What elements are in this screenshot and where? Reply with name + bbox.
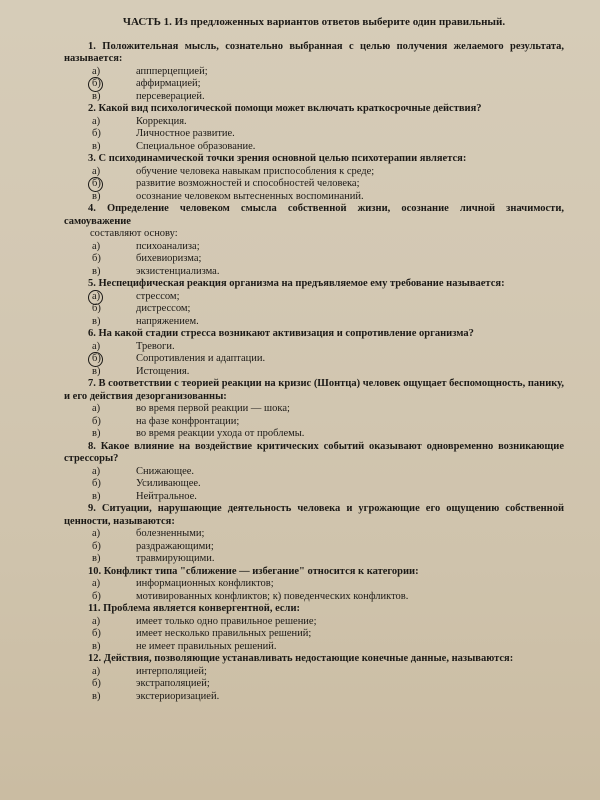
- option-text: аффирмацией;: [136, 78, 201, 89]
- answer-option: [64, 66, 564, 79]
- question-block: [64, 603, 564, 653]
- question-block: [64, 153, 564, 203]
- answer-option: [64, 128, 564, 141]
- question-text: 4. Определение человеком смысла собственной жизни, осознание личной значимости, самоуважение: [64, 203, 564, 227]
- option-text: мотивированных конфликтов; к) поведенческих конфликтов.: [136, 590, 409, 602]
- document-content: [64, 16, 564, 703]
- option-text: аппперцепцией;: [136, 65, 208, 77]
- option-letter-circled: б): [92, 78, 110, 91]
- question-text: 7. В соответствии с теорией реакции на кризис (Шонтца) человек ощущает беспомощность, панику, и его действия дезорганизованны:: [64, 378, 564, 402]
- option-text: имеет только одно правильное решение;: [136, 615, 317, 627]
- option-letter: б): [92, 415, 101, 427]
- part-heading: ЧАСТЬ 1. Из предложенных вариантов ответов выберите один правильный.: [122, 16, 506, 28]
- answer-option: [64, 116, 564, 129]
- question-block: [64, 503, 564, 566]
- option-letter: а): [92, 115, 101, 127]
- answer-option: [64, 628, 564, 641]
- option-text: развитие возможностей и способностей человека;: [136, 178, 360, 189]
- option-text: Специальное образование.: [136, 140, 256, 152]
- option-text: Тревоги.: [136, 340, 175, 352]
- option-text: информационных конфликтов;: [136, 578, 274, 589]
- option-text: Сопротивления и адаптации.: [136, 353, 266, 364]
- answer-option: [64, 178, 564, 191]
- option-letter: б): [92, 303, 101, 314]
- question-continuation: составляют основу:: [90, 228, 178, 239]
- question-text: 10. Конфликт типа "сближение — избегание" относится к категории:: [88, 565, 419, 577]
- option-letter: в): [92, 140, 101, 152]
- answer-option: [64, 403, 564, 416]
- option-letter: б): [92, 628, 101, 639]
- option-letter: в): [92, 90, 101, 102]
- question-text: 11. Проблема является конвергентной, если:: [88, 603, 300, 614]
- option-text: травмирующими.: [136, 553, 215, 564]
- option-text: стрессом;: [136, 290, 180, 302]
- option-letter: б): [92, 678, 101, 689]
- option-letter: в): [92, 490, 101, 502]
- option-text: дистрессом;: [136, 303, 191, 314]
- answer-option: [64, 666, 564, 679]
- answer-option: [64, 678, 564, 691]
- question-block: [64, 203, 564, 278]
- answer-option: [64, 641, 564, 654]
- answer-option: [64, 78, 564, 91]
- answer-option: [64, 616, 564, 629]
- answer-option: [64, 141, 564, 154]
- option-letter: б): [92, 590, 101, 602]
- answer-option: [64, 241, 564, 254]
- option-text: Личностное развитие.: [136, 128, 235, 139]
- question-text: 6. На какой стадии стресса возникают активизация и сопротивление организма?: [88, 328, 474, 339]
- answer-option: [64, 553, 564, 566]
- question-text: 1. Положительная мысль, сознательно выбранная с целью получения желаемого результата, называется:: [64, 40, 564, 64]
- option-text: напряжением.: [136, 315, 199, 327]
- option-letter: а): [92, 65, 101, 77]
- option-letter: а): [92, 578, 101, 589]
- answer-option: [64, 91, 564, 104]
- option-text: на фазе конфронтации;: [136, 415, 240, 427]
- answer-option: [64, 253, 564, 266]
- answer-option: [64, 353, 564, 366]
- option-letter: в): [92, 690, 101, 702]
- question-block: [64, 278, 564, 328]
- question-text: 9. Ситуации, нарушающие деятельность человека и угрожающие его ощущению собственной ценности, называются:: [64, 503, 564, 527]
- option-letter: в): [92, 190, 101, 202]
- answer-option: [64, 366, 564, 379]
- option-letter: в): [92, 428, 101, 439]
- option-text: во время первой реакции — шока;: [136, 403, 290, 414]
- question-block: [64, 566, 564, 604]
- option-letter: а): [92, 165, 101, 177]
- question-text: 3. С психодинамической точки зрения основной целью психотерапии является:: [88, 153, 467, 164]
- answer-option: [64, 316, 564, 329]
- question-block: [64, 328, 564, 378]
- answer-option: [64, 416, 564, 429]
- question-block: [64, 378, 564, 441]
- answer-option: [64, 478, 564, 491]
- option-letter-circled: а): [92, 291, 110, 304]
- answer-option: [64, 691, 564, 704]
- answer-option: [64, 428, 564, 441]
- answer-option: [64, 341, 564, 354]
- question-text: 2. Какой вид психологической помощи может включать краткосрочные действия?: [88, 103, 482, 114]
- option-letter: а): [92, 403, 101, 414]
- answer-option: [64, 191, 564, 204]
- answer-option: [64, 166, 564, 179]
- answer-option: [64, 491, 564, 504]
- question-text: 8. Какое влияние на воздействие критических событий оказывают одновременно возникающие стрессоры?: [64, 440, 564, 464]
- option-letter: а): [92, 665, 101, 677]
- answer-option: [64, 541, 564, 554]
- answer-option: [64, 528, 564, 541]
- option-letter: б): [92, 478, 101, 489]
- answer-option: [64, 291, 564, 304]
- option-text: обучение человека навыкам приспособления к среде;: [136, 165, 375, 177]
- option-letter: а): [92, 340, 101, 352]
- option-letter: в): [92, 315, 101, 327]
- option-text: Истощения.: [136, 365, 190, 377]
- question-block: [64, 653, 564, 703]
- option-text: Коррекция.: [136, 115, 187, 127]
- option-text: осознание человеком вытесненных воспоминаний.: [136, 190, 364, 202]
- option-letter: в): [92, 640, 101, 652]
- option-text: интерполяцией;: [136, 665, 207, 677]
- option-text: психоанализа;: [136, 240, 200, 252]
- option-letter: в): [92, 553, 101, 564]
- option-letter-circled: б): [92, 178, 110, 191]
- questions-list: [64, 41, 564, 704]
- option-text: во время реакции ухода от проблемы.: [136, 428, 305, 439]
- option-text: персеверацией.: [136, 90, 205, 102]
- option-letter: в): [92, 265, 101, 277]
- answer-option: [64, 303, 564, 316]
- question-text: 5. Неспецифическая реакция организма на предъявляемое ему требование называется:: [88, 278, 505, 289]
- option-letter: б): [92, 253, 101, 264]
- option-letter: а): [92, 240, 101, 252]
- option-text: болезненными;: [136, 528, 205, 539]
- option-letter: б): [92, 128, 101, 139]
- answer-option: [64, 466, 564, 479]
- option-text: экстраполяцией;: [136, 678, 210, 689]
- question-block: [64, 41, 564, 104]
- answer-option: [64, 578, 564, 591]
- option-text: имеет несколько правильных решений;: [136, 628, 312, 639]
- option-text: не имеет правильных решений.: [136, 640, 277, 652]
- question-text: 12. Действия, позволяющие устанавливать недостающие конечные данные, называются:: [88, 653, 514, 664]
- option-text: экзистенциализма.: [136, 265, 220, 277]
- option-text: экстериоризацией.: [136, 690, 220, 702]
- question-block: [64, 103, 564, 153]
- option-text: Снижающее.: [136, 465, 195, 477]
- answer-option: [64, 591, 564, 604]
- option-text: Усиливающее.: [136, 478, 201, 489]
- option-text: раздражающими;: [136, 540, 214, 552]
- option-text: бихевиоризма;: [136, 253, 202, 264]
- option-letter: в): [92, 365, 101, 377]
- option-letter: б): [92, 540, 101, 552]
- option-letter: а): [92, 615, 101, 627]
- question-block: [64, 441, 564, 504]
- answer-option: [64, 266, 564, 279]
- option-text: Нейтральное.: [136, 490, 197, 502]
- option-letter: а): [92, 465, 101, 477]
- option-letter-circled: б): [92, 353, 110, 366]
- option-letter: а): [92, 528, 101, 539]
